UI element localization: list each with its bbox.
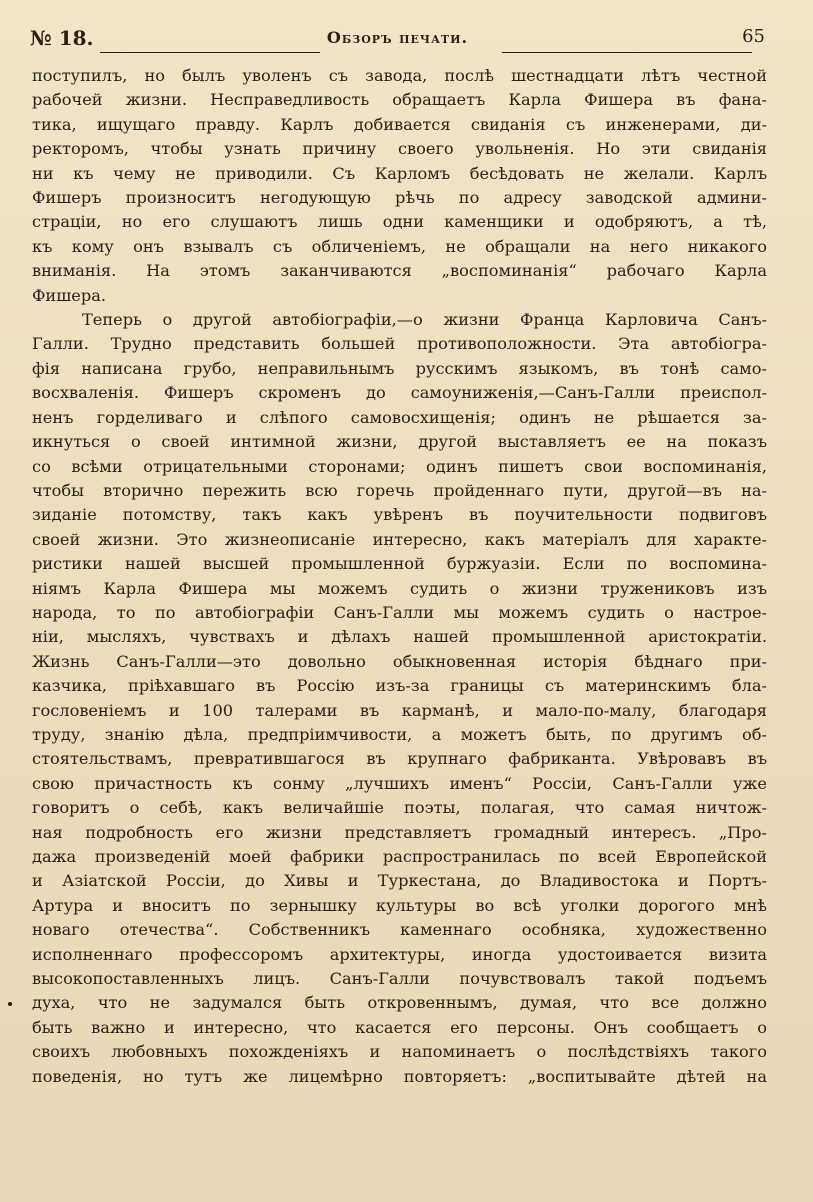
text-line: труду, знанію дѣла, предпріимчивости, а можетъ быть, по другимъ об- (32, 724, 767, 744)
text-line: Жизнь Санъ-Галли—это довольно обыкновенная исторія бѣднаго при- (32, 651, 767, 671)
text-line: со всѣми отрицательными сторонами; одинъ пишетъ свои воспоминанія, (32, 456, 767, 476)
text-line: поведенія, но тутъ же лицемѣрно повторяетъ: „воспитывайте дѣтей на (32, 1066, 767, 1086)
text-line: зиданіе потомству, такъ какъ увѣренъ въ поучительности подвиговъ (32, 505, 767, 525)
text-line: поступилъ, но былъ уволенъ съ завода, послѣ шестнадцати лѣтъ честной (32, 66, 767, 85)
text-line: исполненнаго профессоромъ архитектуры, иногда удостоивается визита (32, 944, 767, 964)
text-line: икнуться о своей интимной жизни, другой выставляетъ ее на показъ (32, 432, 767, 452)
section-title: Обзоръ печати. (326, 28, 469, 47)
text-line: Теперь о другой автобіографіи,—о жизни Франца Карловича Санъ- (82, 310, 767, 330)
issue-number: № 18. (30, 26, 94, 50)
text-line: ни къ чему не приводили. Съ Карломъ бесѣдовать не желали. Карлъ (32, 163, 767, 183)
text-line: своей жизни. Это жизнеописаніе интересно, какъ матеріалъ для характе- (32, 529, 767, 549)
text-line: говоритъ о себѣ, какъ величайшіе поэты, полагая, что самая ничтож- (32, 798, 767, 818)
text-line: новаго отечества“. Собственникъ каменнаго особняка, художественно (32, 920, 767, 940)
text-line: тика, ищущаго правду. Карлъ добивается свиданія съ инженерами, ди- (32, 114, 767, 134)
text-line: и Азіатской Россіи, до Хивы и Туркестана, до Владивостока и Портъ- (32, 871, 767, 891)
text-line: свою причастность къ сонму „лучшихъ именъ“ Россіи, Санъ-Галли уже (32, 773, 767, 793)
margin-mark (8, 1002, 12, 1006)
text-line: духа, что не задумался быть откровеннымъ, думая, что все должно (32, 993, 767, 1013)
text-line: рабочей жизни. Несправедливость обращаетъ Карла Фишера въ фана- (32, 90, 767, 110)
text-line: ная подробность его жизни представляетъ громадный интересъ. „Про- (32, 822, 767, 842)
text-line: чтобы вторично пережить всю горечь пройденнаго пути, другой—въ на- (32, 480, 767, 500)
text-line: казчика, пріѣхавшаго въ Россію изъ-за границы съ материнскимъ бла- (32, 676, 767, 696)
running-head (30, 22, 765, 58)
text-line: Артура и вноситъ по зернышку культуры во всѣ уголки дорогого мнѣ (32, 895, 767, 915)
text-line: Галли. Трудно представить большей противоположности. Эта автобіогра- (32, 334, 767, 354)
text-line: ненъ горделиваго и слѣпого самовосхищенія; одинъ не рѣшается за- (32, 407, 767, 427)
header-rule-left (100, 52, 320, 53)
text-line: гословеніемъ и 100 талерами въ карманѣ, и мало-по-малу, благодаря (32, 700, 767, 720)
header-rule-right (502, 52, 752, 53)
text-line: страціи, но его слушаютъ лишь одни каменщики и одобряютъ, а тѣ, (32, 212, 767, 232)
text-line: своихъ любовныхъ похожденіяхъ и напоминаетъ о послѣдствіяхъ такого (32, 1042, 767, 1062)
text-line: высокопоставленныхъ лицъ. Санъ-Галли почувствовалъ такой подъемъ (32, 969, 767, 989)
text-line: восхваленія. Фишеръ скроменъ до самоуниженія,—Санъ-Галли преиспол- (32, 383, 767, 403)
text-line: ніямъ Карла Фишера мы можемъ судить о жизни тружениковъ изъ (32, 578, 767, 598)
body-text (32, 64, 767, 1089)
text-line: Фишера. (32, 285, 107, 305)
text-line: народа, то по автобіографіи Санъ-Галли мы можемъ судить о настрое- (32, 602, 767, 622)
text-line: къ кому онъ взывалъ съ обличеніемъ, не обращали на него никакого (32, 236, 767, 256)
text-line: ніи, мысляхъ, чувствахъ и дѣлахъ нашей промышленной аристократіи. (32, 627, 767, 647)
text-line: ректоромъ, чтобы узнать причину своего увольненія. Но эти свиданія (32, 139, 767, 159)
text-line: ристики нашей высшей промышленной буржуазіи. Если по воспомина- (32, 554, 767, 574)
text-line: стоятельствамъ, превратившагося въ крупнаго фабриканта. Увѣровавъ въ (32, 749, 767, 769)
text-line: фія написана грубо, неправильнымъ русскимъ языкомъ, въ тонѣ само- (32, 358, 767, 378)
page-number: 65 (742, 26, 765, 47)
text-line: Фишеръ произноситъ негодующую рѣчь по адресу заводской админи- (32, 188, 767, 208)
text-line: дажа произведеній моей фабрики распространилась по всей Европейской (32, 847, 767, 866)
text-line: быть важно и интересно, что касается его персоны. Онъ сообщаетъ о (32, 1017, 767, 1037)
text-line: вниманія. На этомъ заканчиваются „воспоминанія“ рабочаго Карла (32, 261, 767, 281)
